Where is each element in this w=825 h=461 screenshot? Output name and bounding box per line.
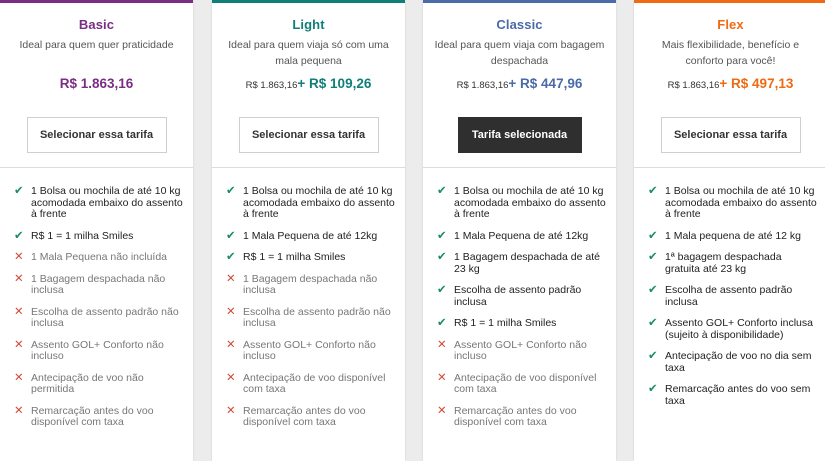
feature-item (14, 252, 183, 264)
feature-list (14, 186, 183, 439)
cross-icon: ✕ (14, 272, 24, 285)
feature-item (14, 231, 183, 243)
cross-icon: ✕ (226, 305, 236, 318)
feature-item (14, 373, 183, 396)
feature-item (437, 231, 606, 243)
feature-item (226, 231, 395, 243)
feature-text: 1 Mala pequena de até 12 kg (665, 229, 802, 242)
feature-item (14, 340, 183, 363)
feature-text: 1ª bagagem despachada gratuita até 23 kg (665, 251, 782, 275)
feature-item (14, 186, 183, 221)
feature-text: 1 Bagagem despachada não inclusa (243, 272, 378, 296)
feature-item (648, 318, 817, 341)
check-icon: ✔ (437, 185, 447, 197)
fare-accent-bar (212, 0, 405, 3)
feature-text: 1 Bagagem despachada não inclusa (31, 272, 166, 296)
fare-price: + R$ 109,26 (297, 76, 372, 91)
divider (0, 167, 193, 168)
cross-icon: ✕ (14, 338, 24, 351)
feature-text: Assento GOL+ Conforto não incluso (454, 338, 587, 362)
fare-price-row (212, 75, 405, 95)
selected-fare-button[interactable]: Tarifa selecionada (458, 117, 582, 153)
feature-item (437, 186, 606, 221)
feature-list (437, 186, 606, 439)
cross-icon: ✕ (14, 371, 24, 384)
fare-price-row (423, 75, 616, 95)
feature-text: Antecipação de voo no dia sem taxa (665, 350, 812, 374)
fare-name: Basic (78, 17, 115, 32)
cross-icon: ✕ (226, 338, 236, 351)
select-fare-button[interactable]: Selecionar essa tarifa (239, 117, 379, 153)
fare-card-light (212, 0, 405, 461)
check-icon: ✔ (437, 229, 447, 242)
feature-text: Assento GOL+ Conforto inclusa (sujeito à disponibilidade) (665, 317, 813, 341)
fare-price: R$ 1.863,16 (59, 76, 134, 91)
check-icon: ✔ (14, 185, 24, 197)
fare-price-row (634, 75, 825, 95)
fare-accent-bar (0, 0, 193, 3)
feature-item (648, 231, 817, 243)
feature-text: Antecipação de voo disponível com taxa (454, 371, 597, 395)
cross-icon: ✕ (226, 404, 236, 417)
feature-item (226, 274, 395, 297)
feature-text: Remarcação antes do voo disponível com taxa (454, 404, 577, 428)
fare-description: Ideal para quem viaja com bagagem despachada (434, 39, 605, 67)
feature-text: Antecipação de voo não permitida (31, 371, 144, 395)
fare-card-flex (634, 0, 825, 461)
cross-icon: ✕ (437, 338, 447, 351)
feature-text: Assento GOL+ Conforto não incluso (243, 338, 376, 362)
base-price: R$ 1.863,16 (667, 80, 720, 91)
feature-item (226, 340, 395, 363)
feature-item (437, 406, 606, 429)
check-icon: ✔ (14, 229, 24, 242)
feature-text: Escolha de assento padrão inclusa (454, 284, 582, 308)
fare-description: Ideal para quem viaja só com uma mala pequena (228, 39, 389, 67)
feature-item (648, 186, 817, 221)
fare-description: Mais flexibilidade, benefício e conforto para você! (661, 39, 800, 67)
feature-text: R$ 1 = 1 milha Smiles (454, 317, 557, 329)
check-icon: ✔ (648, 383, 658, 395)
select-button-wrap (423, 117, 616, 153)
select-button-wrap (634, 117, 825, 153)
feature-text: 1 Mala Pequena de até 12kg (454, 229, 589, 242)
divider (212, 167, 405, 168)
check-icon: ✔ (437, 317, 447, 329)
cross-icon: ✕ (437, 404, 447, 417)
check-icon: ✔ (437, 251, 447, 263)
feature-list (226, 186, 395, 439)
feature-text: Remarcação antes do voo sem taxa (665, 383, 811, 407)
feature-text: Assento GOL+ Conforto não incluso (31, 338, 164, 362)
feature-text: Remarcação antes do voo disponível com taxa (243, 404, 366, 428)
check-icon: ✔ (648, 185, 658, 197)
fare-name: Light (292, 17, 325, 32)
feature-text: Escolha de assento padrão inclusa (665, 284, 793, 308)
feature-item (226, 373, 395, 396)
feature-item (14, 274, 183, 297)
cross-icon: ✕ (14, 251, 24, 263)
cross-icon: ✕ (14, 404, 24, 417)
check-icon: ✔ (226, 185, 236, 197)
feature-text: Escolha de assento padrão não inclusa (243, 305, 391, 329)
feature-text: 1 Bolsa ou mochila de até 10 kg acomodada embaixo do assento à frente (454, 185, 606, 220)
feature-item (14, 406, 183, 429)
cross-icon: ✕ (437, 371, 447, 384)
select-button-wrap (212, 117, 405, 153)
check-icon: ✔ (648, 251, 658, 263)
feature-text: 1 Bolsa ou mochila de até 10 kg acomodada embaixo do assento à frente (665, 185, 817, 220)
cross-icon: ✕ (226, 371, 236, 384)
check-icon: ✔ (226, 251, 236, 263)
cross-icon: ✕ (14, 305, 24, 318)
feature-item (437, 340, 606, 363)
feature-text: R$ 1 = 1 milha Smiles (31, 229, 134, 242)
fare-accent-bar (634, 0, 825, 3)
divider (423, 167, 616, 168)
feature-list (648, 186, 817, 417)
fare-price: + R$ 497,13 (719, 76, 794, 91)
check-icon: ✔ (648, 350, 658, 362)
feature-text: Remarcação antes do voo disponível com taxa (31, 404, 154, 428)
check-icon: ✔ (648, 284, 658, 296)
feature-item (648, 384, 817, 407)
feature-item (226, 406, 395, 429)
cross-icon: ✕ (226, 272, 236, 285)
divider (634, 167, 825, 168)
fare-card-basic (0, 0, 193, 461)
feature-item (648, 252, 817, 275)
fare-price-row (0, 75, 193, 95)
feature-text: Antecipação de voo disponível com taxa (243, 371, 386, 395)
feature-text: 1 Bolsa ou mochila de até 10 kg acomodada embaixo do assento à frente (31, 185, 183, 220)
feature-item (437, 373, 606, 396)
check-icon: ✔ (226, 229, 236, 242)
check-icon: ✔ (648, 229, 658, 242)
fare-description: Ideal para quem quer praticidade (19, 39, 174, 51)
feature-item (14, 307, 183, 330)
fare-card-classic (423, 0, 616, 461)
check-icon: ✔ (437, 284, 447, 296)
feature-item (437, 285, 606, 308)
feature-text: 1 Mala Pequena de até 12kg (243, 229, 378, 242)
feature-text: 1 Bagagem despachada de até 23 kg (454, 251, 600, 275)
feature-text: Escolha de assento padrão não inclusa (31, 305, 179, 329)
fare-name: Flex (717, 17, 744, 32)
feature-item (226, 252, 395, 264)
base-price: R$ 1.863,16 (456, 80, 509, 91)
feature-item (226, 307, 395, 330)
base-price: R$ 1.863,16 (245, 80, 298, 91)
select-button-wrap (0, 117, 193, 153)
feature-item (437, 252, 606, 275)
select-fare-button[interactable]: Selecionar essa tarifa (27, 117, 167, 153)
feature-item (648, 285, 817, 308)
feature-text: R$ 1 = 1 milha Smiles (243, 251, 346, 263)
feature-item (437, 318, 606, 330)
fare-name: Classic (496, 17, 543, 32)
select-fare-button[interactable]: Selecionar essa tarifa (661, 117, 801, 153)
fare-price: + R$ 447,96 (508, 76, 583, 91)
check-icon: ✔ (648, 317, 658, 329)
feature-text: 1 Bolsa ou mochila de até 10 kg acomodada embaixo do assento à frente (243, 185, 395, 220)
feature-item (226, 186, 395, 221)
fare-accent-bar (423, 0, 616, 3)
feature-text: 1 Mala Pequena não incluída (31, 251, 168, 263)
feature-item (648, 351, 817, 374)
